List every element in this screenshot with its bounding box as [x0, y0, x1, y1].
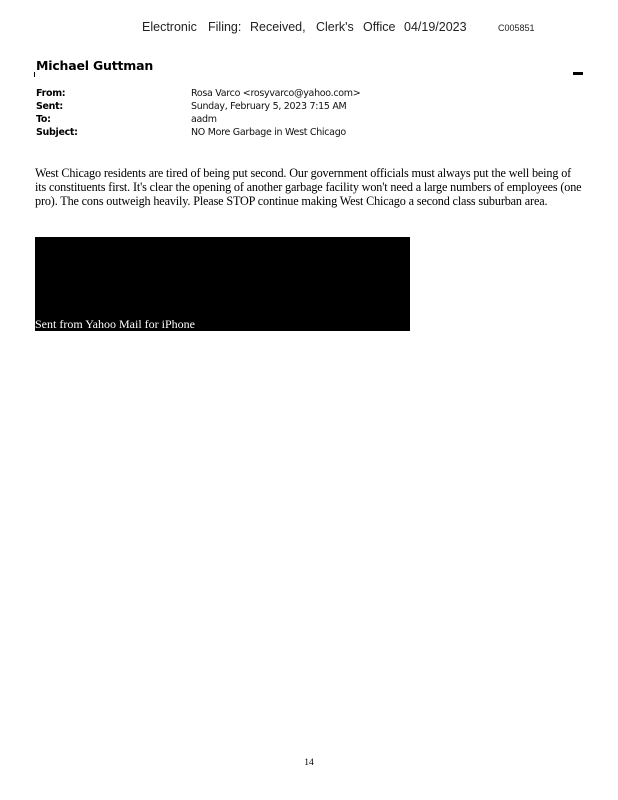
filing-stamp	[0, 20, 618, 38]
header-label: From:	[36, 88, 66, 99]
header-value: aadm	[191, 114, 217, 125]
header-label: Sent:	[36, 101, 63, 112]
sender-name: Michael Guttman	[36, 58, 154, 73]
stamp-word: Clerk's	[316, 20, 354, 34]
stamp-date: 04/19/2023	[404, 20, 467, 34]
stamp-word: Electronic	[142, 20, 197, 34]
email-signature: Sent from Yahoo Mail for iPhone	[35, 317, 195, 331]
scan-mark	[573, 72, 583, 75]
stamp-word: Office	[363, 20, 396, 34]
header-value: Sunday, February 5, 2023 7:15 AM	[191, 101, 347, 112]
email-body: West Chicago residents are tired of being put second. Our government officials must always put the well being of its constituents first. It's clear the opening of another garbage facility won't need a large numbers of employees (one pro). The cons outweigh heavily. Please STOP continue making West Chicago a second class suburban area.	[35, 166, 582, 208]
scan-mark	[34, 72, 35, 77]
stamp-word: Filing:	[208, 20, 242, 34]
redaction-block	[35, 237, 410, 331]
header-value: Rosa Varco <rosyvarco@yahoo.com>	[191, 88, 361, 99]
page-number: 14	[304, 758, 314, 768]
stamp-word: Received,	[250, 20, 306, 34]
header-label: Subject:	[36, 127, 78, 138]
document-id: C005851	[498, 23, 535, 33]
header-label: To:	[36, 114, 51, 125]
header-value: NO More Garbage in West Chicago	[191, 127, 346, 138]
